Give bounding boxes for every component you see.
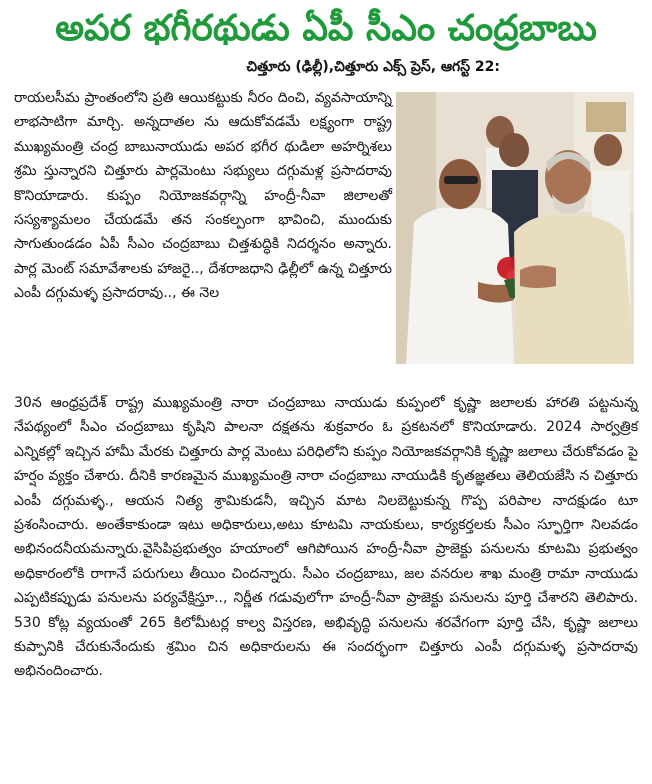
article-body-column: రాయలసీమ ప్రాంతంలోని ప్రతి ఆయికట్టుకు నీరం దించి, వ్యవసాయాన్ని లాభసాటిగా మార్చి. అన్నదాతల ను ఆదుకోవడమే లక్ష్యంగా రాష్ట్ర ముఖ్యమంత్రి చంద్ర బాబునాయుడు అపర భగీర థుడిలా అహర్నిశలు శ్రమి స్తున్నారని చిత్తూరు పార్లమెంటు సభ్యులు దగ్గుమళ్ల ప్రసాదరావు కొనియాడారు. కుప్పం నియోజకవర్గాన్ని హంద్రీ-నీవా జిలాలతో సస్యశ్యామలం చేయడమే తన సంకల్పంగా భావించి, ముందుకు సాగుతుండడం ఏపీ సీఎం చంద్రబాబు చిత్తశుద్ధికి నిదర్శనం అన్నారు. పార్ల మెంట్ సమావేశాలకు హాజరై.., దేశరాజధాని ఢిల్లీలో ఉన్న చిత్తూరు ఎంపీ దగ్గుమళ్ళ ప్రసాదరావు.., ఈ నెల [14, 90, 392, 302]
photo-illustration [396, 92, 634, 364]
article-body-full: 30న ఆంధ్రప్రదేశ్ రాష్ట్ర ముఖ్యమంత్రి నారా చంద్రబాబు నాయుడు కుప్పంలో కృష్ణా జలాలకు హారతి పట్టనున్న నేపథ్యంలో సీఎం చంద్రబాబు కృషిని పాలనా దక్షతను శుక్రవారం ఓ ప్రకటనలో కొనియాడారు. 2024 సార్వత్రిక ఎన్నికల్లో ఇచ్చిన హామీ మేరకు చిత్తూరు పార్ల మెంటు పరిధిలోని కుప్పం నియోజకవర్గానికి కృష్ణా జలాలు చేరుకోవడం పై హర్షం వ్యక్తం చేశారు. దీనికి కారణమైన ముఖ్యమంత్రి నారా చంద్రబాబు నాయుడికి కృతజ్ఞతలు తెలియజేసి న చిత్తూరు ఎంపీ దగ్గుమళ్ళ., ఆయన నిత్య శ్రామికుడనీ, ఇచ్చిన మాట నిలబెట్టుకున్న గొప్ప పరిపాల నాదక్షుడం టూ ప్రశంసించారు. అంతేకాకుండా ఇటు అధికారులు,అటు కూటమి నాయకులు, కార్యకర్తలకు సీఎం స్ఫూర్తిగా నిలవడం అభినందనీయమన్నారు.వైసిపిప్రభుత్వం హయాంలో ఆగిపోయిన హంద్రీ-నీవా ప్రాజెక్టు పనులను కూటమి ప్రభుత్వం అధికారంలోకి రాగానే పరుగులు తీయిం చిందన్నారు. సీఎం చంద్రబాబు, జల వనరుల శాఖ మంత్రి రామా నాయుడు ఎప్పటికప్పుడు పనులను పర్యవేక్షిస్తూ.., నిర్ణీత గడువులోగా హంద్రీ-నీవా ప్రాజెక్టు పనులను పూర్తి చేశారని తెలిపారు. 530 కోట్ల వ్యయంతో 265 కిలోమీటర్ల కాల్వ విస్తరణ, అభివృద్ధి పనులను శరవేగంగా పూర్తి చేసి, కృష్ణా జలాలు కుప్పానికి చేరుకునేందుకు శ్రమిం చిన అధికారులను ఈ సందర్భంగా చిత్తూరు ఎంపీ దగ్గుమళ్ళ ప్రసాదరావు అభినందించారు. [14, 395, 638, 680]
article-headline: అపర భగీరథుడు ఏపీ సీఎం చంద్రబాబు [55, 8, 597, 49]
background-person2-head [499, 133, 529, 167]
cm-kurta [514, 215, 634, 364]
photo-frame [586, 102, 626, 132]
cm-hand [520, 265, 556, 288]
left-man-glasses [444, 176, 478, 184]
article-photo [396, 92, 634, 364]
article-dateline: చిత్తూరు (ఢిల్లీ),చిత్తూరు ఎక్స్ ప్రెస్, ఆగస్ట్ 22: [246, 59, 500, 75]
background-person3-head [594, 134, 622, 166]
